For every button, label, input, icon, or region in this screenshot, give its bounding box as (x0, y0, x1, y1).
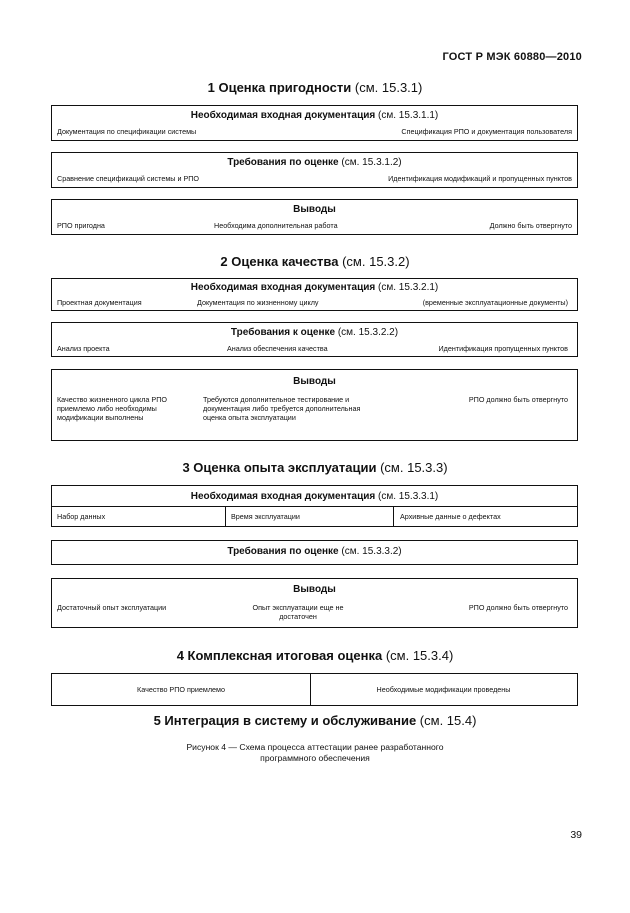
box-title: Требования по оценке (227, 157, 339, 168)
box-item: Качество жизненного цикла РПО приемлемо либо необходимы модификации выполнены (57, 395, 167, 422)
section-4-title (0, 648, 630, 663)
section-ref: (см. 15.3.1) (354, 80, 423, 95)
section-ref: (см. 15.3.4) (385, 648, 454, 663)
document-id: ГОСТ Р МЭК 60880—2010 (442, 51, 582, 63)
section-2-title (0, 254, 630, 269)
box-ref: (см. 15.3.3.1) (378, 491, 439, 502)
box-item: Должно быть отвергнуто (489, 221, 572, 230)
caption-line-1: Рисунок 4 — Схема процесса аттестации ранее разработанного (186, 742, 444, 752)
box-title: Необходимая входная документация (190, 491, 376, 502)
box-item: Время эксплуатации (231, 512, 300, 521)
box-item: Опыт эксплуатации еще не достаточен (252, 603, 344, 621)
s1-input-docs-box (51, 105, 578, 141)
box-divider (52, 506, 577, 507)
box-header (52, 157, 577, 168)
box-item: (временные эксплуатационные документы) (422, 298, 568, 307)
box-ref: (см. 15.3.1.2) (341, 157, 402, 168)
box-header: Выводы (293, 204, 336, 215)
box-title: Необходимая входная документация (190, 110, 376, 121)
box-ref: (см. 15.3.2.2) (337, 327, 399, 338)
box-item: Необходима дополнительная работа (214, 221, 338, 230)
column-divider (225, 506, 226, 526)
s3-requirements-box (51, 540, 578, 565)
s3-input-docs-box (51, 485, 578, 527)
box-item: РПО должно быть отвергнуто (468, 395, 568, 404)
box-ref: (см. 15.3.1.1) (378, 110, 439, 121)
box-item: РПО должно быть отвергнуто (468, 603, 568, 612)
box-item: Необходимые модификации проведены (376, 685, 511, 694)
section-title-text: 1 Оценка пригодности (207, 80, 352, 95)
section-title-text: 4 Комплексная итоговая оценка (176, 648, 383, 663)
box-header (52, 491, 577, 502)
box-item: Набор данных (57, 512, 106, 521)
box-title: Необходимая входная документация (190, 282, 376, 293)
box-item: Сравнение спецификаций системы и РПО (57, 174, 200, 183)
page-number: 39 (570, 829, 582, 841)
box-ref: (см. 15.3.3.2) (341, 546, 402, 557)
section-3-title (0, 460, 630, 475)
section-ref: (см. 15.3.2) (342, 254, 410, 269)
box-item: Документация по жизненному циклу (197, 298, 319, 307)
box-item: Архивные данные о дефектах (400, 512, 501, 521)
box-item: Идентификация модификаций и пропущенных пунктов (388, 174, 572, 183)
section-ref: (см. 15.4) (419, 713, 477, 728)
s2-conclusions-box (51, 369, 578, 441)
section-title-text: 2 Оценка качества (220, 254, 339, 269)
s1-conclusions-box (51, 199, 578, 235)
box-item: Качество РПО приемлемо (137, 685, 225, 694)
box-title: Требования к оценке (230, 327, 336, 338)
box-item: Спецификация РПО и документация пользователя (401, 127, 572, 136)
box-item: Анализ проекта (57, 344, 110, 353)
s4-assessment-box (51, 673, 578, 706)
box-title: Требования по оценке (227, 546, 339, 557)
section-title-text: 5 Интеграция в систему и обслуживание (153, 713, 417, 728)
section-1-title (0, 80, 630, 95)
caption-line-2: программного обеспечения (260, 753, 370, 763)
column-divider (393, 506, 394, 526)
box-header: Выводы (293, 376, 336, 387)
box-item: Документация по спецификации системы (57, 127, 197, 136)
box-header (52, 282, 577, 293)
box-header (52, 327, 577, 338)
s2-input-docs-box (51, 278, 578, 311)
section-title-text: 3 Оценка опыта эксплуатации (182, 460, 377, 475)
s1-requirements-box (51, 152, 578, 188)
section-5-title (0, 713, 630, 728)
box-header: Выводы (293, 584, 336, 595)
box-item: Достаточный опыт эксплуатации (57, 603, 167, 612)
box-item: РПО пригодна (57, 221, 105, 230)
box-header (52, 110, 577, 121)
s2-requirements-box (51, 322, 578, 357)
section-ref: (см. 15.3.3) (380, 460, 448, 475)
box-item: Требуются дополнительное тестирование и документация либо требуется дополнительная оценка опыта эксплуатации (203, 395, 361, 422)
s3-conclusions-box (51, 578, 578, 628)
box-item: Идентификация пропущенных пунктов (438, 344, 568, 353)
box-item: Анализ обеспечения качества (227, 344, 328, 353)
box-ref: (см. 15.3.2.1) (378, 282, 439, 293)
box-item: Проектная документация (57, 298, 142, 307)
figure-caption (0, 742, 630, 764)
box-header (52, 546, 577, 557)
